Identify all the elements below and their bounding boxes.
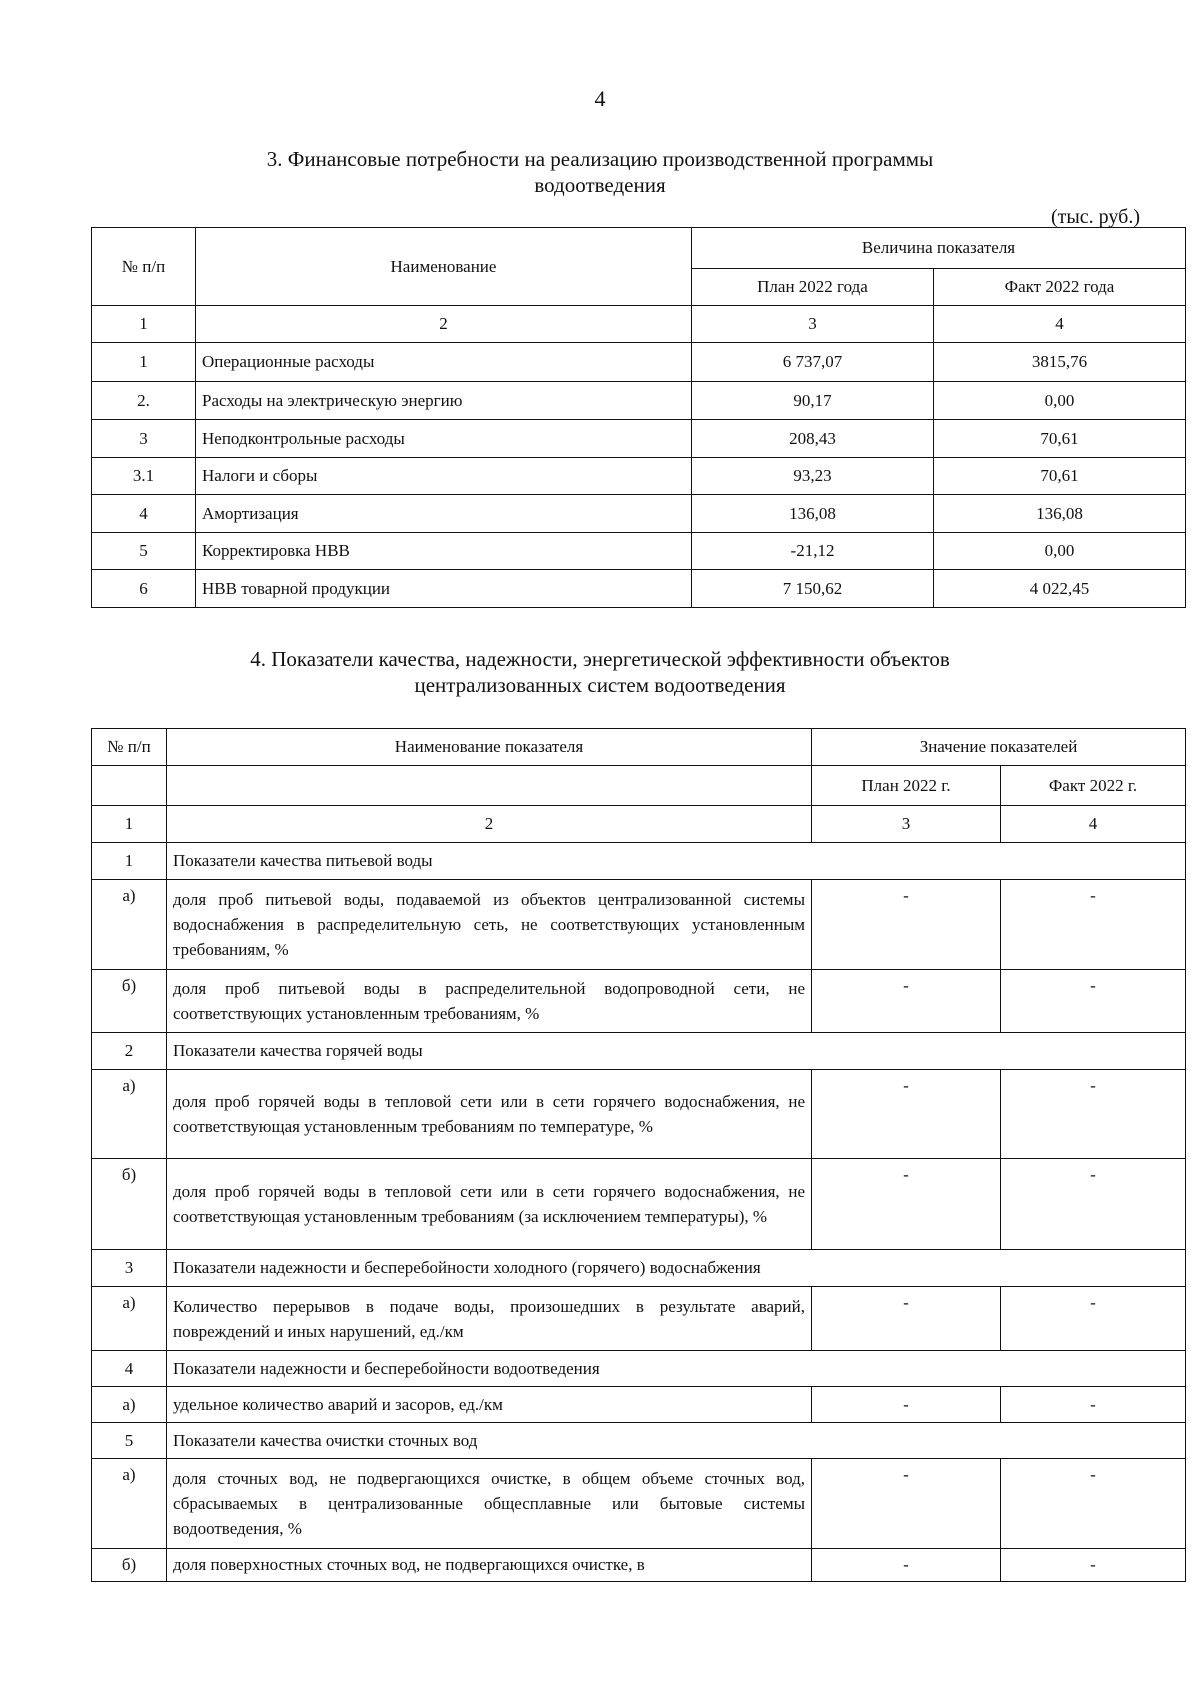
row-plan: -21,12 xyxy=(692,533,934,570)
row-name: Налоги и сборы xyxy=(196,458,692,495)
row-plan: - xyxy=(812,880,1001,970)
row-name: доля проб горячей воды в тепловой сети или в сети горячего водоснабжения, не соответствующая установленным требованиям по температуре, % xyxy=(167,1070,812,1159)
row-num: 2. xyxy=(92,382,196,420)
row-num: б) xyxy=(92,970,167,1033)
table-row xyxy=(92,458,1186,495)
row-num: 4 xyxy=(92,495,196,533)
row-plan: 7 150,62 xyxy=(692,570,934,608)
row-fact: - xyxy=(1001,880,1186,970)
header-name: Наименование показателя xyxy=(167,729,812,766)
group-row xyxy=(92,1033,1186,1070)
row-fact: - xyxy=(1001,1159,1186,1250)
header-group: Величина показателя xyxy=(692,228,1186,269)
row-plan: - xyxy=(812,1070,1001,1159)
units-label: (тыс. руб.) xyxy=(1050,206,1140,228)
table-row xyxy=(92,533,1186,570)
header-name: Наименование xyxy=(196,228,692,306)
header-empty-cell xyxy=(167,766,812,806)
row-plan: - xyxy=(812,1287,1001,1351)
section3-title xyxy=(0,146,1200,198)
row-num: а) xyxy=(92,1287,167,1351)
row-name: удельное количество аварий и засоров, ед./км xyxy=(167,1387,812,1423)
row-plan: 6 737,07 xyxy=(692,343,934,382)
row-num: 3.1 xyxy=(92,458,196,495)
row-num: 3 xyxy=(92,1250,167,1287)
row-name: Амортизация xyxy=(196,495,692,533)
row-plan: - xyxy=(812,1387,1001,1423)
row-name: доля проб питьевой воды, подаваемой из объектов централизованной системы водоснабжения в распределительную сеть, не соответствующих установленным требованиям, % xyxy=(167,880,812,970)
row-name: Расходы на электрическую энергию xyxy=(196,382,692,420)
row-name: Корректировка НВВ xyxy=(196,533,692,570)
row-num: а) xyxy=(92,1070,167,1159)
section4-title-line2: централизованных систем водоотведения xyxy=(414,673,786,697)
table-row xyxy=(92,1549,1186,1582)
row-name: доля сточных вод, не подвергающихся очистке, в общем объеме сточных вод, сбрасываемых в централизованные общесплавные или бытовые системы водоотведения, % xyxy=(167,1459,812,1549)
table-row xyxy=(92,880,1186,970)
row-num: 1 xyxy=(92,843,167,880)
table-row xyxy=(92,570,1186,608)
row-name: доля поверхностных сточных вод, не подвергающихся очистке, в xyxy=(167,1549,812,1582)
row-num: 1 xyxy=(92,343,196,382)
row-fact: 0,00 xyxy=(934,533,1186,570)
row-fact: - xyxy=(1001,1070,1186,1159)
row-num: а) xyxy=(92,1387,167,1423)
quality-indicators-table xyxy=(91,728,1186,1582)
table-row xyxy=(92,1287,1186,1351)
financial-needs-table xyxy=(91,227,1186,608)
index-cell: 4 xyxy=(934,306,1186,343)
header-plan: План 2022 г. xyxy=(812,766,1001,806)
row-num: а) xyxy=(92,880,167,970)
row-name: Неподконтрольные расходы xyxy=(196,420,692,458)
group-row xyxy=(92,843,1186,880)
row-fact: - xyxy=(1001,970,1186,1033)
header-fact: Факт 2022 года xyxy=(934,269,1186,306)
group-name: Показатели качества питьевой воды xyxy=(167,843,1186,880)
row-plan: 136,08 xyxy=(692,495,934,533)
index-cell: 1 xyxy=(92,306,196,343)
row-name: доля проб питьевой воды в распределительной водопроводной сети, не соответствующих установленным требованиям, % xyxy=(167,970,812,1033)
group-name: Показатели качества очистки сточных вод xyxy=(167,1423,1186,1459)
row-fact: 70,61 xyxy=(934,458,1186,495)
row-fact: 3815,76 xyxy=(934,343,1186,382)
row-num: 2 xyxy=(92,1033,167,1070)
row-fact: 70,61 xyxy=(934,420,1186,458)
row-plan: - xyxy=(812,1459,1001,1549)
row-num: а) xyxy=(92,1459,167,1549)
group-name: Показатели надежности и бесперебойности холодного (горячего) водоснабжения xyxy=(167,1250,1186,1287)
group-name: Показатели качества горячей воды xyxy=(167,1033,1186,1070)
index-cell: 2 xyxy=(167,806,812,843)
table-row xyxy=(92,495,1186,533)
group-row xyxy=(92,1423,1186,1459)
index-cell: 1 xyxy=(92,806,167,843)
table-row xyxy=(92,970,1186,1033)
row-fact: - xyxy=(1001,1459,1186,1549)
row-fact: - xyxy=(1001,1287,1186,1351)
row-plan: 208,43 xyxy=(692,420,934,458)
row-plan: - xyxy=(812,1549,1001,1582)
row-fact: 0,00 xyxy=(934,382,1186,420)
section4-title-line1: 4. Показатели качества, надежности, энергетической эффективности объектов xyxy=(250,647,950,671)
header-num: № п/п xyxy=(92,729,167,766)
row-num: 3 xyxy=(92,420,196,458)
section3-title-line2: водоотведения xyxy=(534,173,666,197)
header-fact: Факт 2022 г. xyxy=(1001,766,1186,806)
header-group: Значение показателей xyxy=(812,729,1186,766)
row-num: 6 xyxy=(92,570,196,608)
group-row xyxy=(92,1351,1186,1387)
header-plan: План 2022 года xyxy=(692,269,934,306)
header-num: № п/п xyxy=(92,228,196,306)
row-fact: 136,08 xyxy=(934,495,1186,533)
index-cell: 3 xyxy=(812,806,1001,843)
header-empty-cell xyxy=(92,766,167,806)
row-fact: - xyxy=(1001,1387,1186,1423)
row-plan: - xyxy=(812,970,1001,1033)
table-row xyxy=(92,1459,1186,1549)
group-row xyxy=(92,1250,1186,1287)
row-name: Количество перерывов в подаче воды, произошедших в результате аварий, повреждений и иных нарушений, ед./км xyxy=(167,1287,812,1351)
row-fact: - xyxy=(1001,1549,1186,1582)
row-name: доля проб горячей воды в тепловой сети или в сети горячего водоснабжения, не соответствующая установленным требованиям (за исключением температуры), % xyxy=(167,1159,812,1250)
table-row xyxy=(92,1070,1186,1159)
row-name: Операционные расходы xyxy=(196,343,692,382)
row-plan: 93,23 xyxy=(692,458,934,495)
section3-title-line1: 3. Финансовые потребности на реализацию производственной программы xyxy=(266,147,934,171)
row-num: 5 xyxy=(92,533,196,570)
index-cell: 4 xyxy=(1001,806,1186,843)
group-name: Показатели надежности и бесперебойности водоотведения xyxy=(167,1351,1186,1387)
row-num: 4 xyxy=(92,1351,167,1387)
table-row xyxy=(92,382,1186,420)
index-cell: 3 xyxy=(692,306,934,343)
row-num: 5 xyxy=(92,1423,167,1459)
table-row xyxy=(92,420,1186,458)
row-name: НВВ товарной продукции xyxy=(196,570,692,608)
row-plan: 90,17 xyxy=(692,382,934,420)
page-number: 4 xyxy=(594,86,606,111)
row-fact: 4 022,45 xyxy=(934,570,1186,608)
table-row xyxy=(92,1387,1186,1423)
row-num: б) xyxy=(92,1159,167,1250)
index-cell: 2 xyxy=(196,306,692,343)
table-row xyxy=(92,343,1186,382)
row-num: б) xyxy=(92,1549,167,1582)
table-row xyxy=(92,1159,1186,1250)
section4-title xyxy=(0,646,1200,698)
row-plan: - xyxy=(812,1159,1001,1250)
